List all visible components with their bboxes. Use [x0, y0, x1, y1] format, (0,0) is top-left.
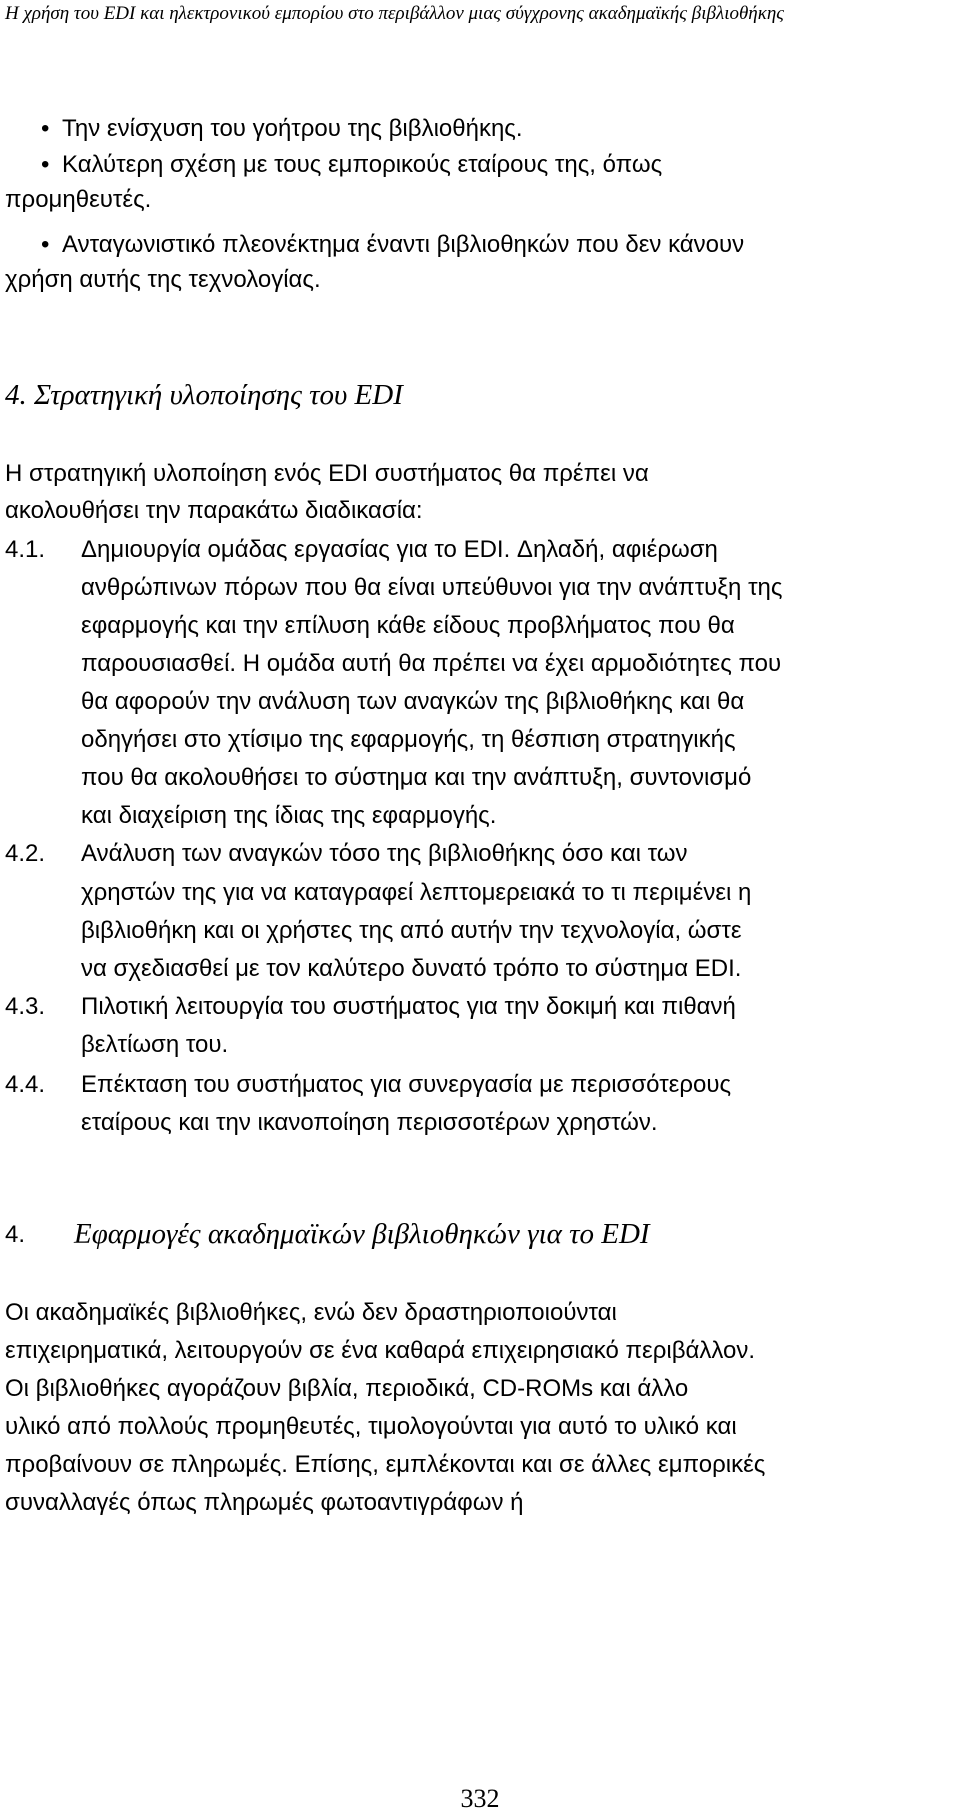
step-number: 4.2.: [5, 840, 46, 867]
paragraph-line: Οι βιβλιοθήκες αγοράζουν βιβλία, περιοδικά, CD-ROMs και άλλο: [5, 1375, 689, 1402]
step-line: Δημιουργία ομάδας εργασίας για το EDI. Δηλαδή, αφιέρωση: [81, 536, 718, 563]
step-line: εφαρμογής και την επίλυση κάθε είδους προβλήματος που θα: [81, 612, 735, 639]
step-line: και διαχείριση της ίδιας της εφαρμογής.: [81, 802, 497, 829]
paragraph-line: συναλλαγές όπως πληρωμές φωτοαντιγράφων ή: [5, 1489, 524, 1516]
step-number: 4.4.: [5, 1071, 46, 1098]
step-line: εταίρους και την ικανοποίηση περισσοτέρων χρηστών.: [81, 1109, 658, 1136]
bullet-line: Καλύτερη σχέση με τους εμπορικούς εταίρους της, όπως: [62, 151, 663, 178]
step-line: να σχεδιασθεί με τον καλύτερο δυνατό τρόπο το σύστημα EDI.: [81, 955, 742, 982]
step-line: Ανάλυση των αναγκών τόσο της βιβλιοθήκης όσο και των: [81, 840, 688, 867]
step-line: Επέκταση του συστήματος για συνεργασία με περισσότερους: [81, 1071, 732, 1098]
section-number: 4.: [5, 1221, 26, 1248]
page-number: 332: [460, 1784, 500, 1813]
step-line: βελτίωση του.: [81, 1031, 229, 1058]
bullet-line: προμηθευτές.: [5, 186, 152, 213]
step-line: Πιλοτική λειτουργία του συστήματος για την δοκιμή και πιθανή: [81, 993, 736, 1020]
section-heading-strategy: 4. Στρατηγική υλοποίησης του EDI: [5, 379, 403, 411]
bullet-line: χρήση αυτής της τεχνολογίας.: [5, 266, 321, 293]
running-header: Η χρήση του EDI και ηλεκτρονικού εμπορίου στο περιβάλλον μιας σύγχρονης ακαδημαϊκής βιβλιοθήκης: [5, 3, 784, 24]
bullet-line: Την ενίσχυση του γοήτρου της βιβλιοθήκης.: [62, 115, 523, 142]
step-number: 4.1.: [5, 536, 46, 563]
bullet-symbol: •: [41, 231, 50, 258]
step-line: χρηστών της για να καταγραφεί λεπτομερειακά το τι περιμένει η: [81, 879, 752, 906]
step-number: 4.3.: [5, 993, 46, 1020]
paragraph-line: υλικό από πολλούς προμηθευτές, τιμολογούνται για αυτό το υλικό και: [5, 1413, 737, 1440]
section-heading-applications: Εφαρμογές ακαδημαϊκών βιβλιοθηκών για το EDI: [74, 1218, 650, 1250]
paragraph-line: Οι ακαδημαϊκές βιβλιοθήκες, ενώ δεν δραστηριοποιούνται: [5, 1299, 617, 1326]
step-line: θα αφορούν την ανάλυση των αναγκών της βιβλιοθήκης και θα: [81, 688, 745, 715]
bullet-symbol: •: [41, 115, 50, 142]
bullet-line: Ανταγωνιστικό πλεονέκτημα έναντι βιβλιοθηκών που δεν κάνουν: [62, 231, 745, 258]
step-line: παρουσιασθεί. Η ομάδα αυτή θα πρέπει να έχει αρμοδιότητες που: [81, 650, 782, 677]
intro-line: ακολουθήσει την παρακάτω διαδικασία:: [5, 497, 423, 524]
intro-line: Η στρατηγική υλοποίηση ενός EDI συστήματος θα πρέπει να: [5, 460, 649, 487]
step-line: οδηγήσει στο χτίσιμο της εφαρμογής, τη θέσπιση στρατηγικής: [81, 726, 736, 753]
bullet-symbol: •: [41, 151, 50, 178]
paragraph-line: προβαίνουν σε πληρωμές. Επίσης, εμπλέκονται και σε άλλες εμπορικές: [5, 1451, 766, 1478]
step-line: ανθρώπινων πόρων που θα είναι υπεύθυνοι για την ανάπτυξη της: [81, 574, 783, 601]
step-line: βιβλιοθήκη και οι χρήστες της από αυτήν την τεχνολογία, ώστε: [81, 917, 742, 944]
paragraph-line: επιχειρηματικά, λειτουργούν σε ένα καθαρά επιχειρησιακό περιβάλλον.: [5, 1337, 756, 1364]
step-line: που θα ακολουθήσει το σύστημα και την ανάπτυξη, συντονισμό: [81, 764, 752, 791]
